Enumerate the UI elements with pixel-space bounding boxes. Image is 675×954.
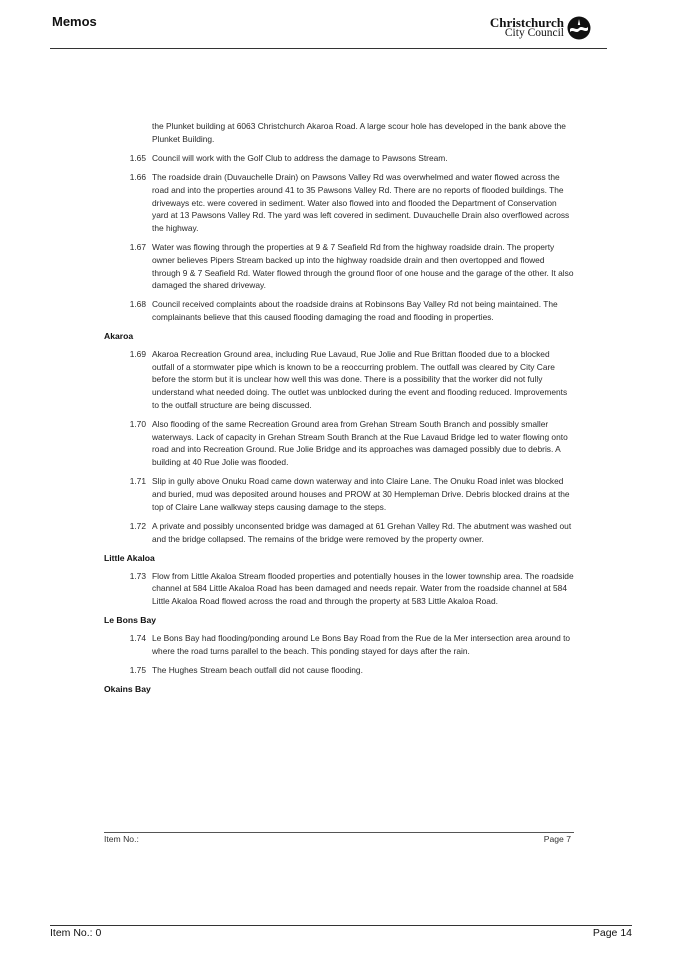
paragraph-number: 1.67 <box>129 242 146 253</box>
paragraph-text: Council received complaints about the roadside drains at Robinsons Bay Valley Rd not being maintained. The complainants believe that this caused flooding damaging the road and flooding in properties. <box>152 299 558 323</box>
paragraph-text: Akaroa Recreation Ground area, including Rue Lavaud, Rue Jolie and Rue Brittan flooded due to a blocked outfall of a stormwater pipe which is known to be a reoccurring problem. The outfall was cleared by City Care before the storm but it is unclear how well this was done. There is a possibility that the worker did not fully understand what needed doing. The outlet was unblocked during the event and flooding reduced. Improvements to the outfall structure are being discussed. <box>152 349 568 410</box>
paragraph-number: 1.72 <box>129 520 146 531</box>
paragraph-text: The Hughes Stream beach outfall did not cause flooding. <box>152 664 363 675</box>
section-heading-le-bons-bay: Le Bons Bay <box>104 615 157 626</box>
section-heading-okains-bay: Okains Bay <box>104 684 151 695</box>
inner-page-number: Page 7 <box>543 834 571 844</box>
inner-page-footer <box>104 832 574 844</box>
page-footer <box>50 925 632 939</box>
numbered-paragraph <box>104 520 574 545</box>
paragraph-text: Council will work with the Golf Club to address the damage to Pawsons Stream. <box>152 152 448 163</box>
numbered-paragraph <box>104 664 574 677</box>
item-list-a <box>104 152 574 324</box>
paragraph-text: A private and possibly unconsented bridge was damaged at 61 Grehan Valley Rd. The abutment was washed out and the bridge collapsed. The remains of the bridge were removed by the property owner. <box>152 520 572 544</box>
paragraph-number: 1.70 <box>129 419 146 430</box>
paragraph-text: Flow from Little Akaloa Stream flooded properties and potentially houses in the lower township area. The roadside channel at 584 Little Akaloa Road has been damaged and needs repair. Water from the roadside channel at 584 Little Akaloa Road flowed across the road and through the property at 583 Little Akaloa Road. <box>152 570 574 606</box>
christchurch-council-logo-icon <box>567 16 591 40</box>
numbered-paragraph <box>104 570 574 608</box>
footer-page-number: Page 14 <box>592 927 632 939</box>
item-list-akaroa <box>104 348 574 545</box>
section-heading-little-akaloa: Little Akaloa <box>104 552 155 563</box>
paragraph-text: Water was flowing through the properties at 9 & 7 Seafield Rd from the highway roadside drain. The property owner believes Pipers Stream backed up into the highway roadside drain and then overtopped and flowed through 9 & 7 Seafield Rd. Water flowed through the ground floor of one house and the garage of the other. It also damaged the shared driveway. <box>152 242 574 291</box>
numbered-paragraph <box>104 348 574 412</box>
paragraph-text: Le Bons Bay had flooding/ponding around Le Bons Bay Road from the Rue de la Mer intersection area around to where the road turns parallel to the beach. This ponding stayed for days after the rain. <box>152 632 571 656</box>
paragraph-number: 1.75 <box>129 664 146 675</box>
item-list-little-akaloa <box>104 570 574 608</box>
numbered-paragraph <box>104 298 574 323</box>
paragraph-number: 1.69 <box>129 349 146 360</box>
item-list-le-bons-bay <box>104 632 574 677</box>
paragraph-text: The roadside drain (Duvauchelle Drain) on Pawsons Valley Rd was overwhelmed and water flowed across the road and into the properties around 41 to 35 Pawsons Valley Rd. There are no reports of flooded buildings. The driveways etc. were covered in sediment. Water also flowed into and flooded the Department of Conservation yard at 13 Pawsons Valley Rd. The yard was left covered in sediment. Duvauchelle Drain also overflowed across the highway. <box>152 172 570 233</box>
section-heading-akaroa: Akaroa <box>104 331 134 342</box>
paragraph-number: 1.73 <box>129 570 146 581</box>
council-logo <box>490 16 591 40</box>
header-rule <box>50 48 607 49</box>
paragraph-text: Slip in gully above Onuku Road came down waterway and into Claire Lane. The Onuku Road inlet was blocked and buried, mud was deposited around houses and PROW at 30 Hempleman Drive. Debris blocked drains at the top of Claire Lane walkway steps causing damage to the steps. <box>152 476 570 512</box>
continuation-paragraph: the Plunket building at 6063 Christchurch Akaroa Road. A large scour hole has developed in the bank above the Plunket Building. <box>152 121 566 144</box>
paragraph-number: 1.71 <box>129 476 146 487</box>
numbered-paragraph <box>104 632 574 657</box>
header-title: Memos <box>52 14 97 29</box>
numbered-paragraph <box>104 152 574 165</box>
memo-body <box>104 120 574 701</box>
paragraph-number: 1.74 <box>129 632 146 643</box>
numbered-paragraph <box>104 475 574 513</box>
numbered-paragraph <box>104 171 574 235</box>
paragraph-text: Also flooding of the same Recreation Ground area from Grehan Stream South Branch and possibly smaller waterways. Lack of capacity in Grehan Stream South Branch at the Rue Lavaud Bridge led to water flowing onto road and into Recreation Ground. Rue Jolie Bridge and its approaches was damaged possibly due to debris. A building at 40 Rue Jolie was flooded. <box>152 419 568 468</box>
logo-line1: Christchurch <box>489 15 564 30</box>
paragraph-number: 1.68 <box>129 299 146 310</box>
numbered-paragraph <box>104 241 574 292</box>
paragraph-number: 1.65 <box>129 152 146 163</box>
logo-line2: City Council <box>504 27 564 39</box>
footer-rule <box>50 925 632 926</box>
inner-footer-rule <box>104 832 574 833</box>
numbered-paragraph <box>104 418 574 469</box>
paragraph-number: 1.66 <box>129 172 146 183</box>
footer-item-no: Item No.: 0 <box>50 927 102 939</box>
inner-item-no: Item No.: <box>104 834 139 844</box>
